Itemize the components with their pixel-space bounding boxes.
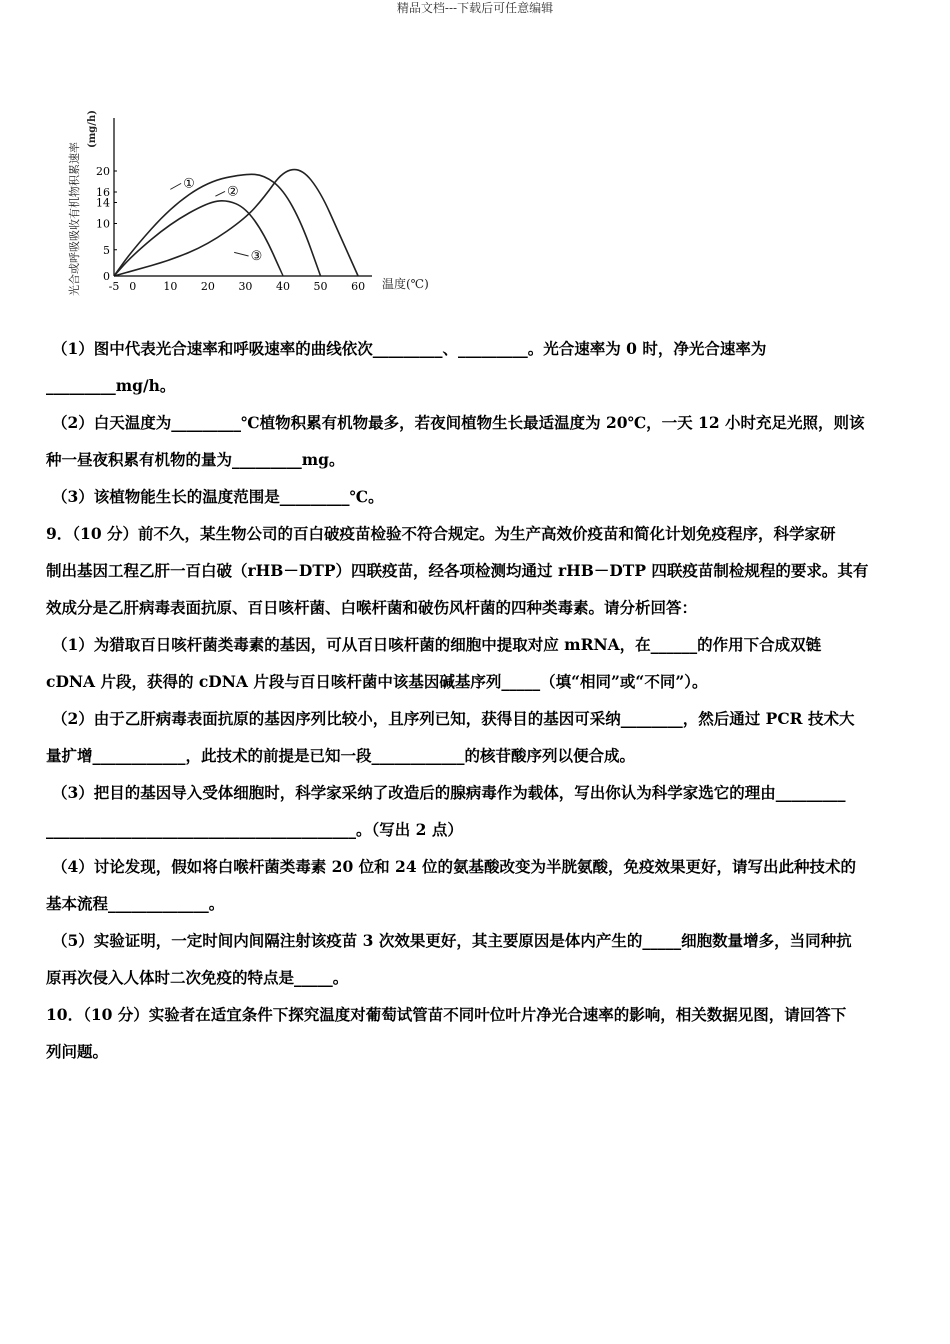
temperature-rate-chart xyxy=(62,106,442,302)
x-tick-label: 30 xyxy=(238,280,253,293)
series-label-leader xyxy=(170,183,181,189)
text-line: 列问题。 xyxy=(46,1042,109,1061)
text-line: （5）实验证明，一定时间内间隔注射该疫苗 3 次效果更好，其主要原因是体内产生的_____细胞数量增多，当同种抗 xyxy=(52,931,852,950)
text-line: （3）该植物能生长的温度范围是_________℃。 xyxy=(52,487,384,506)
text-line: cDNA 片段，获得的 cDNA 片段与百日咳杆菌中该基因碱基序列_____（填“相同”或“不同”）。 xyxy=(46,672,708,691)
series-labels xyxy=(170,176,262,264)
text-line: 基本流程_____________。 xyxy=(46,894,225,913)
x-tick-label: 20 xyxy=(200,280,215,293)
text-line: 种一昼夜积累有机物的量为_________mg。 xyxy=(46,450,345,469)
y-tick-label: 0 xyxy=(103,270,110,283)
text-line: 原再次侵入人体时二次免疫的特点是_____。 xyxy=(46,968,349,987)
x-tick-label: 0 xyxy=(129,280,137,293)
text-line: _________mg/h。 xyxy=(46,376,176,395)
text-line: （1）图中代表光合速率和呼吸速率的曲线依次_________、_________。光合速率为 0 时，净光合速率为 xyxy=(52,339,767,358)
series-label: ② xyxy=(226,184,239,200)
series-label-leader xyxy=(215,191,225,196)
series-label: ① xyxy=(183,176,195,192)
x-tick-label: -5 xyxy=(108,280,120,293)
y-axis-unit: (mg/h) xyxy=(87,110,98,148)
series-label-leader xyxy=(234,252,248,256)
text-line: 9．（10 分）前不久，某生物公司的百白破疫苗检验不符合规定。为生产高效价疫苗和简化计划免疫程序，科学家研 xyxy=(46,524,836,543)
y-axis-label: 光合或呼吸吸收有机物积累速率 xyxy=(68,142,81,296)
text-line: （1）为猎取百日咳杆菌类毒素的基因，可从百日咳杆菌的细胞中提取对应 mRNA，在______的作用下合成双链 xyxy=(52,635,822,654)
text-line: （2）白天温度为_________℃植物积累有机物最多，若夜间植物生长最适温度为 20℃，一天 12 小时充足光照，则该 xyxy=(52,413,865,432)
page-header: 精品文档---下载后可任意编辑 xyxy=(396,1,554,15)
text-line: 量扩增____________，此技术的前提是已知一段____________的核苷酸序列以便合成。 xyxy=(46,746,636,765)
x-tick-label: 10 xyxy=(163,280,178,293)
y-tick-label: 14 xyxy=(96,196,110,210)
y-tick-label: 16 xyxy=(96,186,110,199)
curve-2 xyxy=(114,201,283,276)
text-line: （2）由于乙肝病毒表面抗原的基因序列比较小，且序列已知，获得目的基因可采纳________，然后通过 PCR 技术大 xyxy=(52,709,855,728)
x-tick-label: 60 xyxy=(351,280,366,293)
y-tick-label: 20 xyxy=(96,165,110,178)
text-line: ________________________________________。（写出 2 点） xyxy=(46,820,463,839)
question-body xyxy=(46,330,908,1070)
text-line: 10．（10 分）实验者在适宜条件下探究温度对葡萄试管苗不同叶位叶片净光合速率的影响，相关数据见图，请回答下 xyxy=(46,1005,847,1024)
x-tick-label: 40 xyxy=(275,280,290,293)
text-line: 制出基因工程乙肝一百白破（rHB－DTP）四联疫苗，经各项检测均通过 rHB－DTP 四联疫苗制检规程的要求。其有 xyxy=(46,561,869,580)
chart-axes xyxy=(114,118,372,276)
series-label: ③ xyxy=(250,248,263,264)
x-tick-labels xyxy=(109,280,365,293)
curve-1 xyxy=(114,174,321,276)
text-line: （3）把目的基因导入受体细胞时，科学家采纳了改造后的腺病毒作为载体，写出你认为科学家选它的理由_________ xyxy=(52,783,846,802)
y-tick-label: 5 xyxy=(103,243,110,257)
text-line: （4）讨论发现，假如将白喉杆菌类毒素 20 位和 24 位的氨基酸改变为半胱氨酸，免疫效果更好，请写出此种技术的 xyxy=(52,857,857,876)
x-axis-label: 温度(℃) xyxy=(382,277,429,291)
y-tick-label: 10 xyxy=(96,217,110,231)
x-tick-label: 50 xyxy=(313,280,328,293)
text-line: 效成分是乙肝病毒表面抗原、百日咳杆菌、白喉杆菌和破伤风杆菌的四种类毒素。请分析回答： xyxy=(46,598,698,617)
